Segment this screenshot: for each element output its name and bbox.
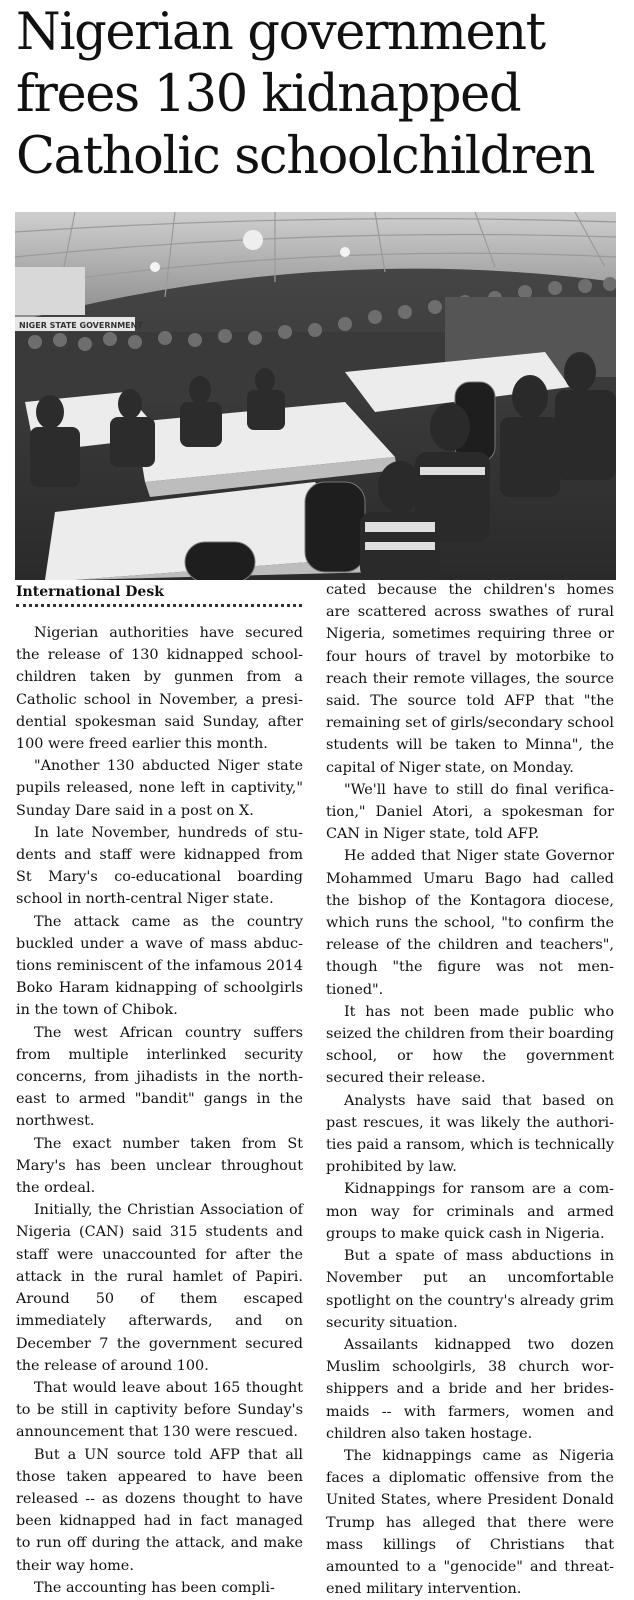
paragraph: The exact number taken from St Mary's has been unclear throughout the ordeal.	[16, 1135, 303, 1197]
paragraph: Assailants kidnapped two dozen Muslim schoolgirls, 38 church worshippers and a bride and her bridesmaids -- with farmers, women and children also taken hostage.	[326, 1336, 614, 1442]
banner-text: NIGER STATE GOVERNMENT	[19, 321, 143, 330]
paragraph: Analysts have said that based on past rescues, it was likely the authorities paid a ransom, which is technically prohibited by law.	[326, 1092, 614, 1176]
paragraph: Initially, the Christian Association of Nigeria (CAN) said 315 students and staff were unaccounted for after the attack in the rural hamlet of Papiri. Around 50 of them escaped immediately afterwards, and on December 7 the government secured the release of around 100.	[16, 1202, 303, 1374]
paragraph: He added that Niger state Governor Mohammed Umaru Bago had called the bishop of the Kontagora diocese, which runs the school, "to confirm the release of the children and teachers", though "the figure was not mentioned".	[326, 848, 614, 998]
paragraph: The accounting has been compli-	[34, 1579, 275, 1596]
byline: International Desk	[16, 584, 164, 600]
paragraph: Nigerian authorities have secured the release of 130 kidnapped schoolchildren taken by gunmen from a Catholic school in November, a presidential spokesman said Sunday, after 100 were freed earlier this month.	[16, 625, 303, 753]
paragraph: The kidnappings came as Nigeria faces a diplomatic offensive from the United States, where President Donald Trump has alleged that there were mass killings of Christians that amounted to a "genocide" and threatened military intervention.	[326, 1447, 614, 1598]
event-hall-photo	[15, 212, 616, 580]
paragraph: In late November, hundreds of students and staff were kidnapped from St Mary's co-educational boarding school in north-central Niger state.	[16, 824, 303, 908]
news-photo	[15, 212, 616, 580]
paragraph: "We'll have to still do final verification," Daniel Atori, a spokesman for CAN in Niger state, told AFP.	[326, 781, 614, 843]
headline: Nigerian government frees 130 kidnapped Catholic schoolchildren	[16, 3, 595, 186]
paragraph: That would leave about 165 thought to be still in captivity before Sunday's announcement that 130 were rescued.	[16, 1379, 303, 1441]
paragraph: Kidnappings for ransom are a common way for criminals and armed groups to make quick cash in Nigeria.	[326, 1181, 614, 1242]
paragraph: But a spate of mass abductions in November put an uncomfortable spotlight on the country's already grim security situation.	[326, 1248, 614, 1331]
paragraph: But a UN source told AFP that all those taken appeared to have been released -- as dozens thought to have been kidnapped had in fact managed to run off during the attack, and make their way home.	[16, 1446, 303, 1574]
paragraph: The west African country suffers from multiple interlinked security concerns, from jihadists in the northeast to armed "bandit" gangs in the northwest.	[16, 1024, 303, 1130]
article-column-1	[16, 622, 303, 1599]
paragraph: "Another 130 abducted Niger state pupils released, none left in captivity," Sunday Dare said in a post on X.	[16, 758, 303, 819]
byline-divider	[16, 604, 302, 610]
article-column-2	[326, 579, 614, 1600]
paragraph: The attack came as the country buckled under a wave of mass abductions reminiscent of the infamous 2014 Boko Haram kidnapping of schoolgirls in the town of Chibok.	[16, 913, 303, 1019]
paragraph-continued: cated because the children's homes are scattered across swathes of rural Nigeria, sometimes requiring three or four hours of travel by motorbike to reach their remote villages, the source said. The source told AFP that "the remaining set of girls/secondary school students will be taken to Minna", the capital of Niger state, on Monday.	[326, 582, 614, 776]
paragraph: It has not been made public who seized the children from their boarding school, or how the government secured their release.	[326, 1003, 614, 1087]
